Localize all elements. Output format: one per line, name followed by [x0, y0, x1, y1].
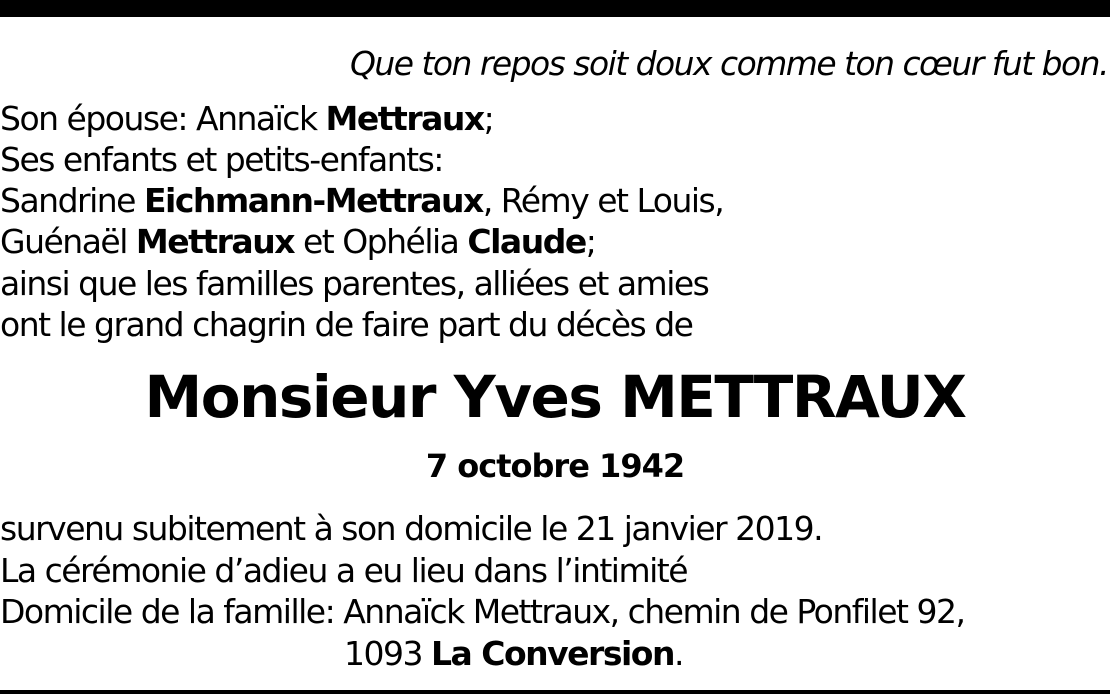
children-heading: Ses enfants et petits-enfants:: [0, 140, 443, 179]
spouse-surname: Mettraux: [325, 99, 484, 138]
deceased-name: Monsieur Yves METTRAUX: [144, 363, 966, 431]
death-line: survenu subitement à son domicile le 21 janvier 2019.: [0, 509, 823, 548]
bottom-rule: [0, 690, 1110, 694]
birth-date: 7 octobre 1942: [425, 447, 685, 485]
announcement-line: ont le grand chagrin de faire part du décès de: [0, 305, 693, 344]
top-rule: [0, 0, 1110, 17]
ceremony-line: La cérémonie d’adieu a eu lieu dans l’intimité: [0, 551, 688, 590]
child1-surname: Eichmann-Mettraux: [143, 181, 483, 220]
partner-surname: Claude: [467, 222, 586, 261]
locality: La Conversion: [430, 634, 674, 673]
spouse-line: Son épouse: Annaïck Mettraux;: [0, 99, 494, 138]
families-line: ainsi que les familles parentes, alliées et amies: [0, 264, 709, 303]
postal-line: 1093 La Conversion.: [344, 634, 683, 673]
epigraph: Que ton repos soit doux comme ton cœur fut bon.: [350, 44, 1108, 83]
child2-surname: Mettraux: [135, 222, 294, 261]
child-line-2: Guénaël Mettraux et Ophélia Claude;: [0, 222, 596, 261]
address-line: Domicile de la famille: Annaïck Mettraux, chemin de Ponfilet 92,: [0, 592, 965, 631]
child-line-1: Sandrine Eichmann-Mettraux, Rémy et Louis,: [0, 181, 724, 220]
